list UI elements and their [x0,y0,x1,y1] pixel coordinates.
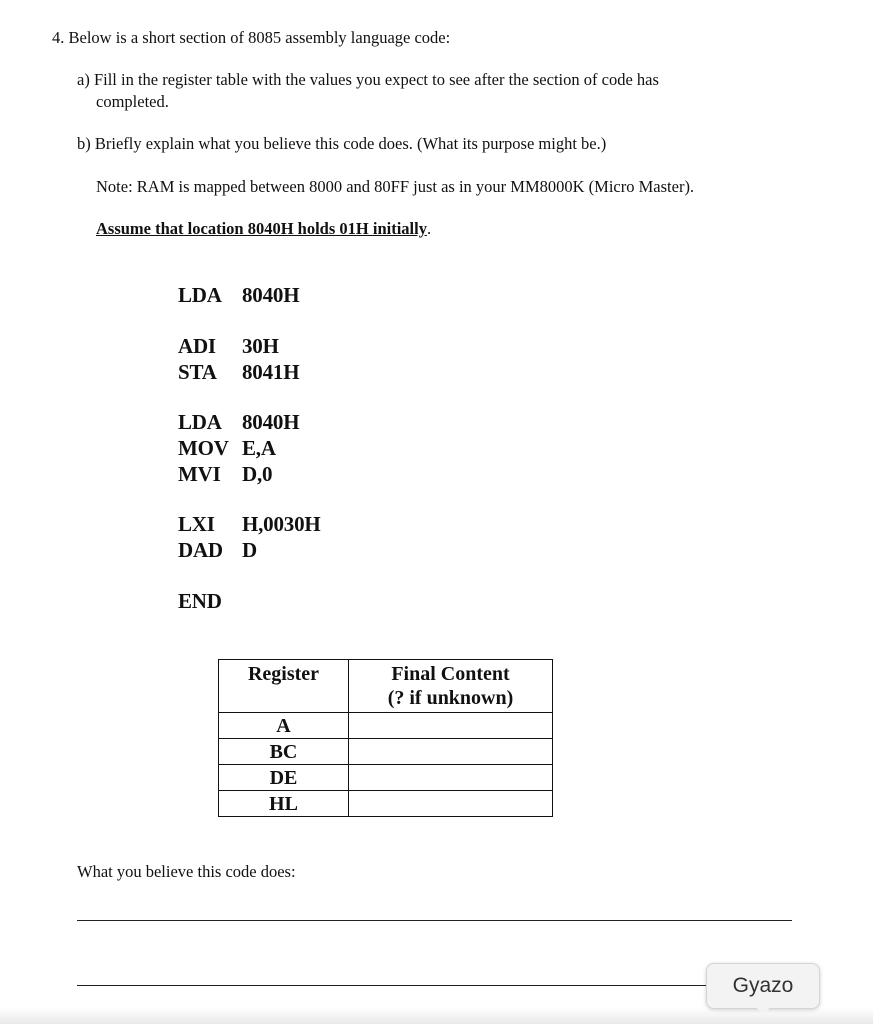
code-operand: 8040H [242,283,300,307]
code-operand: 8040H [242,410,300,434]
register-table-header [219,660,553,713]
table-row [219,765,553,791]
gyazo-button[interactable]: Gyazo [706,963,820,1009]
answer-prompt: What you believe this code does: [77,862,296,881]
code-opcode: ADI [178,334,216,358]
register-name: BC [219,739,349,765]
part-a-line2: completed. [96,92,169,111]
assumption-period: . [426,219,432,238]
code-opcode: DAD [178,538,223,562]
table-row [219,713,553,739]
code-operand: H,0030H [242,512,321,536]
code-line [178,409,299,435]
table-row [219,739,553,765]
register-name: DE [219,765,349,791]
header-register: Register [219,660,349,713]
register-name: A [219,713,349,739]
code-operand: D [242,538,257,562]
register-name: HL [219,791,349,817]
register-value-cell[interactable] [349,713,553,739]
code-opcode: MOV [178,436,229,460]
code-operand: 8041H [242,360,300,384]
code-line [178,511,321,537]
register-value-cell[interactable] [349,765,553,791]
header-final-content [349,660,553,713]
code-opcode: MVI [178,462,221,486]
code-line [178,435,276,461]
code-opcode: LDA [178,410,222,434]
assumption-underlined: Assume that location 8040H holds 01H initially [96,219,427,238]
bottom-edge-shadow [0,1008,873,1024]
register-value-cell[interactable] [349,739,553,765]
code-opcode: LDA [178,283,222,307]
part-b: b) Briefly explain what you believe this code does. (What its purpose might be.) [77,134,607,153]
code-operand: E,A [242,436,276,460]
code-operand: 30H [242,334,279,358]
code-line [178,359,299,385]
note-text: Note: RAM is mapped between 8000 and 80FF just as in your MM8000K (Micro Master). [96,177,695,196]
register-value-cell[interactable] [349,791,553,817]
code-line [178,461,272,487]
code-opcode: LXI [178,512,215,536]
code-line [178,537,257,563]
code-line [178,282,299,308]
code-opcode: END [178,589,222,613]
register-table [218,659,553,817]
assumption [96,219,431,239]
gyazo-pointer [754,1005,772,1015]
answer-line-1[interactable] [77,920,792,921]
code-opcode: STA [178,360,217,384]
code-line [178,333,279,359]
header-final-line1: Final Content [391,663,510,685]
code-line [178,588,242,614]
part-a-line1: a) Fill in the register table with the values you expect to see after the section of code has [77,70,659,89]
question-title: 4. Below is a short section of 8085 assembly language code: [52,28,451,47]
table-row [219,791,553,817]
header-final-line2: (? if unknown) [387,687,514,709]
code-operand: D,0 [242,462,273,486]
answer-line-2[interactable] [77,985,717,986]
